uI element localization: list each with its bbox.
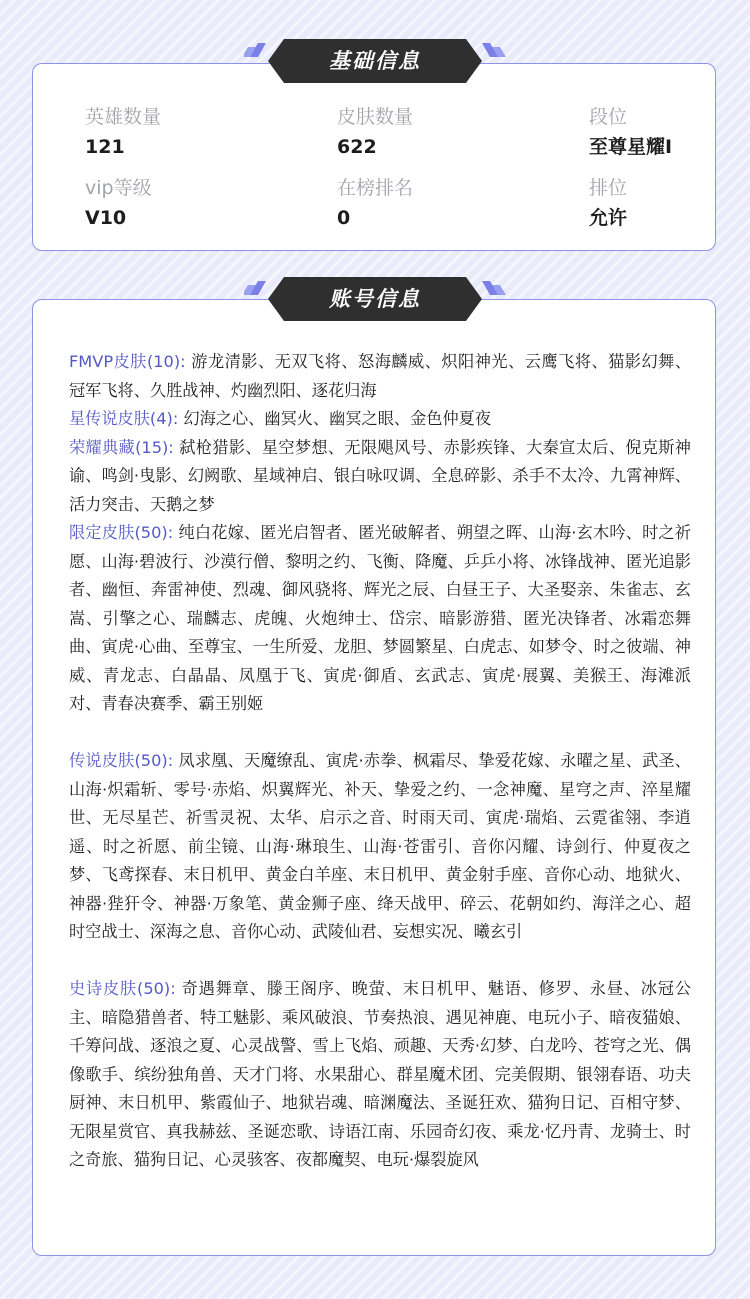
- skin-items: 幻海之心、幽冥火、幽冥之眼、金色仲夏夜: [183, 409, 492, 428]
- stat-value: 622: [337, 136, 377, 158]
- skin-section-legend: [69, 747, 691, 947]
- stat-value: 121: [85, 136, 125, 158]
- category-label: 星传说皮肤(4):: [69, 409, 179, 428]
- stat-ranked-allowed: [589, 175, 719, 231]
- category-label: 史诗皮肤(50):: [69, 979, 176, 998]
- section-title: 基础信息: [329, 49, 421, 73]
- basic-info-banner: [244, 37, 506, 85]
- stat-label: 皮肤数量: [337, 106, 414, 128]
- category-label: 荣耀典藏(15):: [69, 437, 174, 457]
- skin-section-limited: [69, 519, 691, 719]
- skin-section-glory: [69, 434, 691, 520]
- skin-items: 凤求凰、天魔缭乱、寅虎·赤拳、枫霜尽、挚爱花嫁、永曜之星、武圣、山海·炽霜斩、零号·赤焰、炽翼辉光、补天、挚爱之约、一念神魔、星穹之声、淬星耀世、无尽星芒、祈雪灵祝、太华、启示之音、时雨天司、寅虎·瑞焰、云霓雀翎、李逍遥、时之祈愿、前尘镜、山海·琳琅生、山海·苍雷引、音你闪耀、诗剑行、仲夏夜之梦、飞鸢探春、末日机甲、黄金白羊座、末日机甲、黄金射手座、音你心动、地狱火、神器·狴犴令、神器·万象笔、黄金狮子座、绛天战甲、碎云、花朝如约、海洋之心、超时空战士、深海之息、音你心动、武陵仙君、妄想实况、曦玄引: [69, 751, 691, 941]
- stat-label: 段位: [589, 106, 628, 128]
- skin-list: [69, 348, 691, 1175]
- section-title: 账号信息: [329, 287, 421, 311]
- skin-items: 纯白花嫁、匿光启智者、匿光破解者、朔望之晖、山海·玄木吟、时之祈愿、山海·碧波行、沙漠行僧、黎明之约、飞衡、降魔、乒乒小将、冰锋战神、匿光追影者、幽恒、奔雷神使、烈魂、御风骁将、辉光之辰、白昼王子、大圣娶亲、朱雀志、玄嵩、引擎之心、瑞麟志、虎魄、火炮绅士、岱宗、暗影游猎、匿光决锋者、冰霜恋舞曲、寅虎·心曲、至尊宝、一生所爱、龙胆、梦圆繁星、白虎志、如梦令、时之彼端、神威、青龙志、白晶晶、凤凰于飞、寅虎·御盾、玄武志、寅虎·展翼、美猴王、海滩派对、青春决赛季、霸王别姬: [69, 523, 691, 713]
- stat-hero-count: [85, 104, 315, 160]
- stat-label: 在榜排名: [337, 177, 414, 199]
- stat-leaderboard-rank: [337, 175, 567, 231]
- basic-info-card: [32, 63, 716, 251]
- skin-section-star-legend: [69, 405, 691, 434]
- stat-label: 英雄数量: [85, 106, 162, 128]
- stat-value: 允许: [589, 207, 628, 229]
- stat-rank-tier: [589, 104, 719, 160]
- skin-items: 奇遇舞章、滕王阁序、晚萤、末日机甲、魅语、修罗、永昼、冰冠公主、暗隐猎兽者、特工魅影、乘风破浪、节奏热浪、遇见神鹿、电玩小子、暗夜猫娘、千筹问战、逐浪之夏、心灵战警、雪上飞焰、顽趣、天秀·幻梦、白龙吟、苍穹之光、偶像歌手、缤纷独角兽、天才门将、水果甜心、群星魔术团、完美假期、银翎春语、功夫厨神、末日机甲、紫霞仙子、地狱岩魂、暗渊魔法、圣诞狂欢、猫狗日记、百相守梦、无限星赏官、真我赫兹、圣诞恋歌、诗语江南、乐园奇幻夜、乘龙·忆丹青、龙骑士、时之奇旅、猫狗日记、心灵骇客、夜都魔契、电玩·爆裂旋风: [69, 979, 691, 1169]
- category-label: 限定皮肤(50):: [69, 523, 174, 542]
- stat-label: vip等级: [85, 177, 152, 199]
- stat-value: 0: [337, 207, 351, 229]
- stat-vip-level: [85, 175, 315, 231]
- skin-section-fmvp: [69, 348, 691, 405]
- category-label: 传说皮肤(50):: [69, 751, 174, 770]
- stat-value: V10: [85, 207, 127, 229]
- stat-value: 至尊星耀I: [589, 136, 673, 158]
- skin-section-epic: [69, 975, 691, 1175]
- category-label: FMVP皮肤(10):: [69, 352, 186, 371]
- stat-label: 排位: [589, 177, 628, 199]
- account-info-card: [32, 299, 716, 1256]
- account-info-banner: [244, 275, 506, 323]
- stat-skin-count: [337, 104, 567, 160]
- skin-items: 弑枪猎影、星空梦想、无限飓风号、赤影疾锋、大秦宣太后、倪克斯神谕、鸣剑·曳影、幻阙歌、星域神启、银白咏叹调、全息碎影、杀手不太冷、九霄神辉、活力突击、天鹅之梦: [69, 437, 691, 514]
- skin-items: 游龙清影、无双飞将、怒海麟威、炽阳神光、云鹰飞将、猫影幻舞、冠军飞将、久胜战神、灼幽烈阳、逐花归海: [69, 352, 692, 400]
